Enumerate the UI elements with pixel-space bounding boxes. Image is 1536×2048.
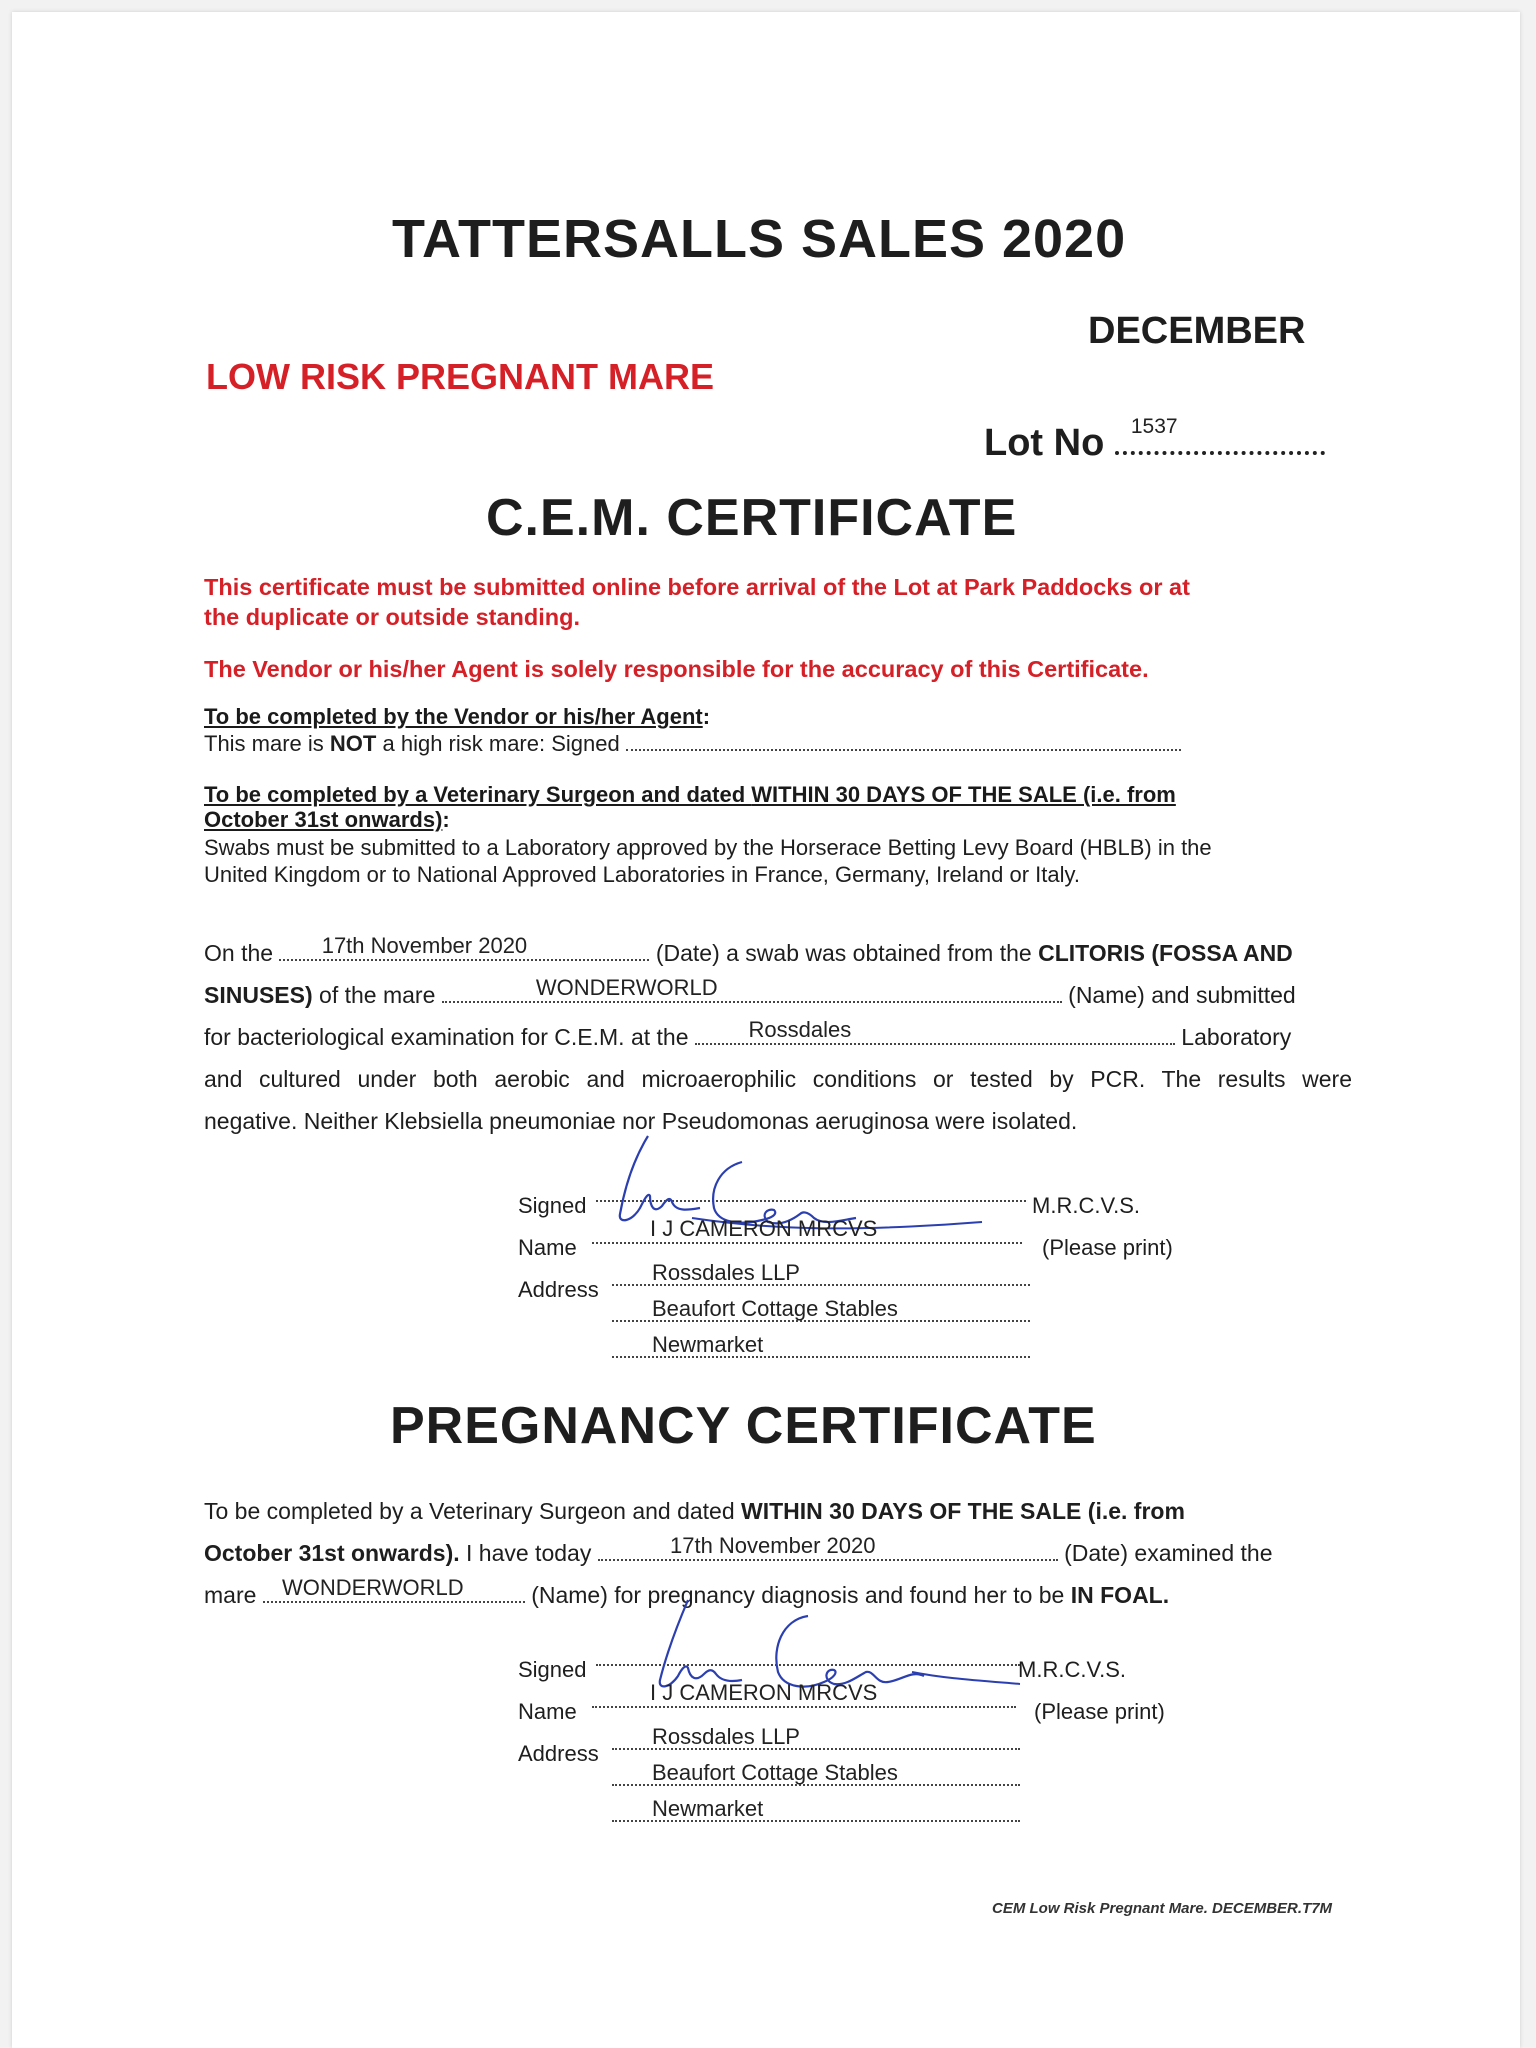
preg-signed-label: Signed <box>518 1657 587 1682</box>
vendor-responsibility-notice: The Vendor or his/her Agent is solely responsible for the accuracy of this Certificate. <box>204 656 1149 682</box>
swab-date-value: 17th November 2020 <box>321 933 528 958</box>
preg-address-2: Beaufort Cottage Stables <box>652 1760 898 1785</box>
cem-address-2: Beaufort Cottage Stables <box>652 1296 898 1321</box>
preg-line1: To be completed by a Veterinary Surgeon and dated WITHIN 30 DAYS OF THE SALE (i.e. from <box>204 1498 1185 1524</box>
cem-notice-line2: the duplicate or outside standing. <box>204 604 581 630</box>
laboratory-value: Rossdales <box>748 1017 852 1042</box>
cem-para-line5: negative. Neither Klebsiella pneumoniae nor Pseudomonas aeruginosa were isolated. <box>204 1108 1078 1134</box>
preg-name-value: I J CAMERON MRCVS <box>650 1680 878 1705</box>
preg-line2: October 31st onwards). I have today 17th November 2020 (Date) examined the <box>204 1533 1273 1566</box>
preg-name-label: Name <box>518 1699 577 1724</box>
cem-para-line1: On the 17th November 2020 (Date) a swab was obtained from the CLITORIS (FOSSA AND <box>204 940 1293 967</box>
swabs-line2: United Kingdom or to National Approved Laboratories in France, Germany, Ireland or Italy. <box>204 862 1080 887</box>
mare-name-value: WONDERWORLD <box>535 975 718 1000</box>
cem-signed-label: Signed <box>518 1193 587 1218</box>
cem-name-value: I J CAMERON MRCVS <box>650 1216 878 1241</box>
cem-please-print: (Please print) <box>1042 1235 1173 1260</box>
cem-mrcvs-label: M.R.C.V.S. <box>1032 1193 1140 1218</box>
cem-address-label: Address <box>518 1277 599 1302</box>
vendor-heading: To be completed by the Vendor or his/her Agent: <box>204 704 711 729</box>
swab-date-field <box>279 933 649 961</box>
preg-name-line <box>592 1706 1016 1708</box>
pregnancy-title: PREGNANCY CERTIFICATE <box>390 1397 1097 1455</box>
lot-number-value: 1537 <box>1130 415 1178 438</box>
cem-para-line3: for bacteriological examination for C.E.M. at the Rossdales Laboratory <box>204 1017 1292 1050</box>
lot-number-field <box>984 415 1325 465</box>
cem-name-line <box>592 1242 1022 1244</box>
cem-notice-line1: This certificate must be submitted online before arrival of the Lot at Park Paddocks or at <box>204 574 1190 600</box>
preg-mare-name-field <box>263 1575 525 1603</box>
sales-title: TATTERSALLS SALES 2020 <box>392 209 1127 269</box>
preg-address-label: Address <box>518 1741 599 1766</box>
preg-address-3: Newmarket <box>652 1796 764 1821</box>
cem-para-line2: SINUSES) of the mare WONDERWORLD (Name) and submitted <box>204 982 1296 1009</box>
cem-address-1: Rossdales LLP <box>652 1260 800 1285</box>
preg-mare-name-value: WONDERWORLD <box>281 1575 464 1600</box>
cem-name-label: Name <box>518 1235 577 1260</box>
footer-reference: CEM Low Risk Pregnant Mare. DECEMBER.T7M <box>992 1900 1333 1917</box>
cem-title: C.E.M. CERTIFICATE <box>486 489 1018 547</box>
vendor-declaration: This mare is NOT a high risk mare: Signed <box>204 730 1181 757</box>
month-label: DECEMBER <box>1088 310 1306 352</box>
vet-heading: To be completed by a Veterinary Surgeon and dated WITHIN 30 DAYS OF THE SALE (i.e. from <box>204 782 1176 807</box>
mare-name-field <box>442 975 1062 1003</box>
preg-mrcvs-label: M.R.C.V.S. <box>1018 1657 1126 1682</box>
cem-address-3: Newmarket <box>652 1332 764 1357</box>
lot-label: Lot No <box>984 422 1105 464</box>
preg-address-1: Rossdales LLP <box>652 1724 800 1749</box>
swabs-line1: Swabs must be submitted to a Laboratory approved by the Horserace Betting Levy Board (HBLB) in the <box>204 835 1212 860</box>
mare-type-label: LOW RISK PREGNANT MARE <box>206 356 714 397</box>
preg-please-print: (Please print) <box>1034 1699 1165 1724</box>
preg-line3: mare WONDERWORLD (Name) for pregnancy diagnosis and found her to be IN FOAL. <box>204 1575 1170 1608</box>
laboratory-field <box>695 1017 1175 1045</box>
cem-para-line4: and cultured under both aerobic and microaerophilic conditions or tested by PCR. The results were <box>204 1066 1352 1092</box>
exam-date-value: 17th November 2020 <box>669 1533 876 1558</box>
exam-date-field <box>598 1533 1058 1561</box>
vendor-signature-line <box>626 749 1181 751</box>
certificate-page <box>12 12 1520 2048</box>
vet-heading-cont: October 31st onwards): <box>204 807 450 832</box>
